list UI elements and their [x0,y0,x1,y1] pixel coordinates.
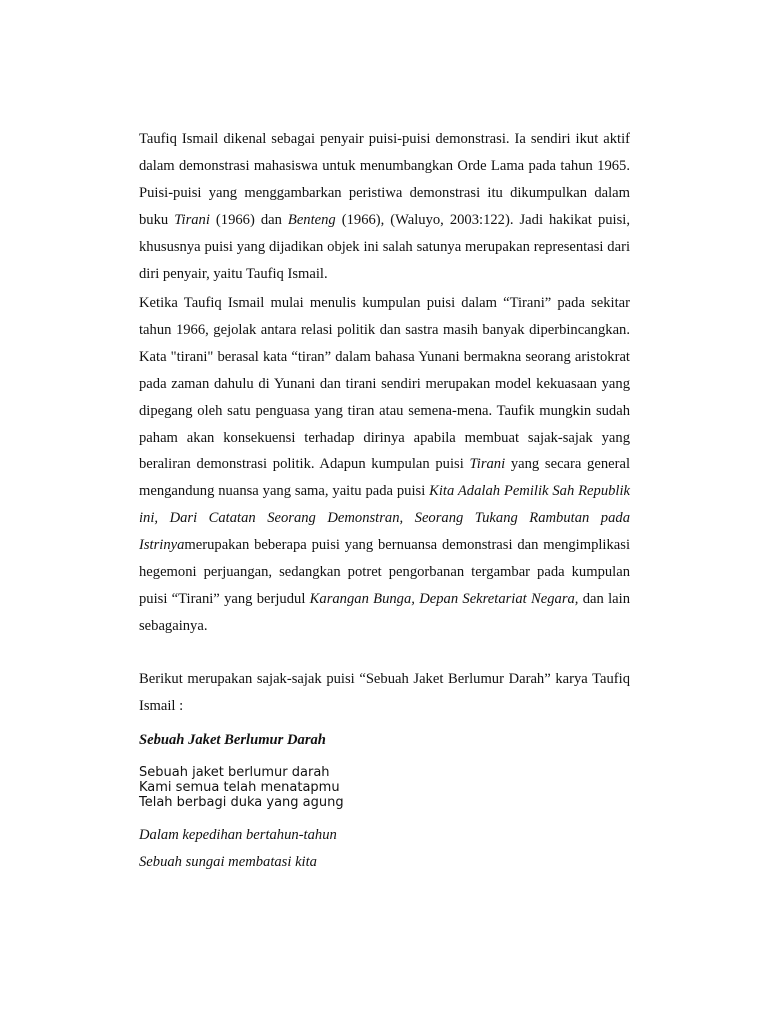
paragraph-intro-text-1: Taufiq Ismail dikenal sebagai penyair puisi-puisi demonstrasi. Ia sendiri ikut aktif dalam demonstrasi mahasiswa untuk menumbangkan Orde Lama pada tahun 1965. Puisi-puisi yang menggambarkan peristiwa demonstrasi itu dikumpulkan dalam buku [139,131,630,228]
poem-title: Sebuah Jaket Berlumur Darah [139,732,326,748]
poem-line: Sebuah sungai membatasi kita [139,854,317,870]
paragraph-context-text-4: dan lain sebagainya. [139,590,630,634]
paragraph-intro-text-2: (1966) dan [209,211,288,228]
paragraph-context-text-2: yang secara general mengandung nuansa yang sama, yaitu pada puisi [139,456,630,500]
collection-title-tirani: Tirani [469,456,506,473]
paragraph-context-text-3: merupakan beberapa puisi yang bernuansa demonstrasi dan mengimplikasi hegemoni perjuangan, sedangkan potret pengorbanan tergambar pada kumpulan puisi “Tirani” yang berjudul [139,537,630,607]
poem-stanza-1 [139,765,344,810]
poem-line: Dalam kepedihan bertahun-tahun [139,827,337,843]
paragraph-context-text-1: Ketika Taufiq Ismail mulai menulis kumpulan puisi dalam “Tirani” pada sekitar tahun 1966, gejolak antara relasi politik dan sastra masih banyak diperbincangkan. Kata "tirani" berasal kata “tiran” dalam bahasa Yunani bermakna seorang aristokrat pada zaman dahulu di Yunani dan tirani sendiri merupakan model kekuasaan yang dipegang oleh satu penguasa yang tiran atau semena-mena. Taufik mungkin sudah paham akan konsekuensi terhadap dirinya apabila membuat sajak-sajak yang beraliran demonstrasi politik. Adapun kumpulan puisi [139,295,630,473]
paragraph-poem-intro: Berikut merupakan sajak-sajak puisi “Sebuah Jaket Berlumur Darah” karya Taufiq Ismail : [139,671,630,714]
poem-line: Telah berbagi duka yang agung [139,795,344,810]
poem-stanza-2 [139,823,337,877]
paragraph-context [139,290,630,640]
paragraph-intro-text-3: (1966), (Waluyo, 2003:122). Jadi hakikat puisi, khususnya puisi yang dijadikan objek ini salah satunya merupakan representasi dari diri penyair, yaitu Taufiq Ismail. [139,211,630,282]
book-title-tirani: Tirani [174,211,210,228]
book-title-benteng: Benteng [287,211,336,228]
poem-line: Kami semua telah menatapmu [139,780,340,795]
paragraph-intro [139,126,630,287]
poem-titles-list-2: Karangan Bunga, Depan Sekretariat Negara, [309,590,579,607]
poem-line: Sebuah jaket berlumur darah [139,765,330,780]
poem-titles-list: Kita Adalah Pemilik Sah Republik ini, Dari Catatan Seorang Demonstran, Seorang Tukang Rambutan pada Istrinya [139,483,630,554]
